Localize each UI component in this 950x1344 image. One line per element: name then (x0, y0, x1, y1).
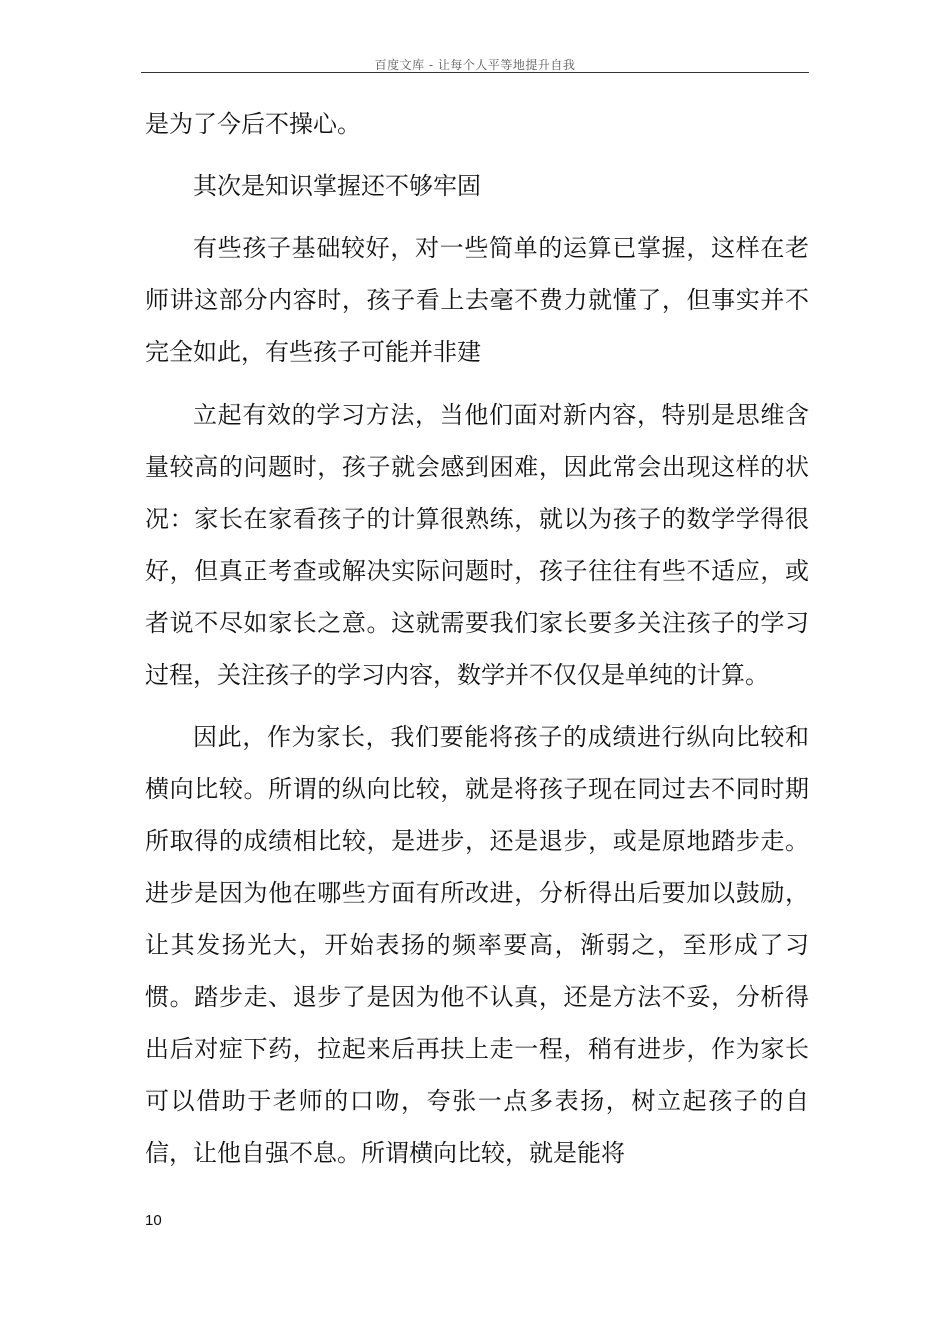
page-header: 百度文库 - 让每个人平等地提升自我 (374, 58, 576, 72)
header-divider (141, 72, 809, 73)
paragraph: 其次是知识掌握还不够牢固 (193, 172, 481, 200)
paragraph: 有些孩子基础较好，对一些简单的运算已掌握，这样在老师讲这部分内容时，孩子看上去毫不费力就懂了，但事实并不完全如此，有些孩子可能并非建 (145, 234, 809, 366)
document-body (145, 98, 809, 1179)
paragraph: 因此，作为家长，我们要能将孩子的成绩进行纵向比较和横向比较。所谓的纵向比较，就是将孩子现在同过去不同时期所取得的成绩相比较，是进步，还是退步，或是原地踏步走。进步是因为他在哪些方面有所改进，分析得出后要加以鼓励，让其发扬光大，开始表扬的频率要高，渐弱之，至形成了习惯。踏步走、退步了是因为他不认真，还是方法不妥，分析得出后对症下药，拉起来后再扶上走一程，稍有进步，作为家长可以借助于老师的口吻，夸张一点多表扬，树立起孩子的自信，让他自强不息。所谓横向比较，就是能将 (145, 723, 809, 1167)
paragraph: 是为了今后不操心。 (145, 110, 361, 138)
paragraph: 立起有效的学习方法，当他们面对新内容，特别是思维含量较高的问题时，孩子就会感到困难，因此常会出现这样的状况：家长在家看孩子的计算很熟练，就以为孩子的数学学得很好，但真正考查或解决实际问题时，孩子往往有些不适应，或者说不尽如家长之意。这就需要我们家长要多关注孩子的学习过程，关注孩子的学习内容，数学并不仅仅是单纯的计算。 (145, 401, 809, 689)
page-number: 10 (145, 1212, 162, 1229)
